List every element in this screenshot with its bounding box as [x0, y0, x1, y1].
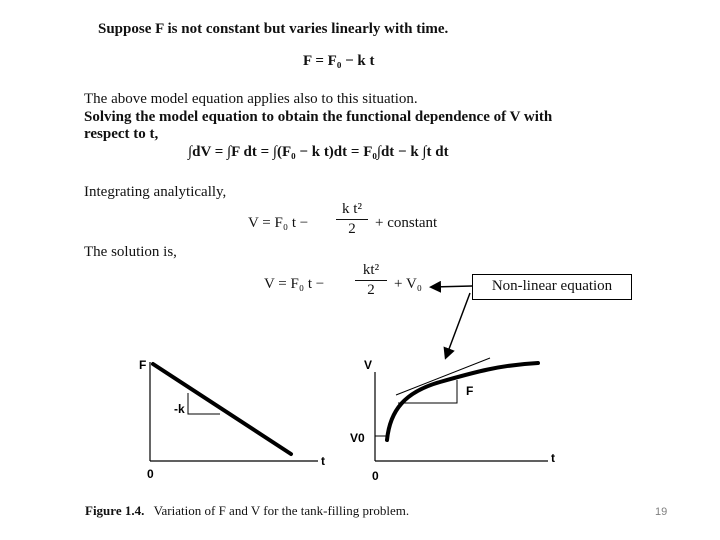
right-plot-origin-label: 0	[372, 469, 379, 483]
right-plot-tangent-line	[396, 358, 490, 395]
right-plot-v0-label: V0	[350, 431, 365, 445]
left-plot-slope-label: -k	[174, 402, 185, 416]
left-plot-origin-label: 0	[147, 467, 154, 481]
right-plot-v-curve	[387, 363, 538, 440]
eq3-numerator: k t²	[336, 201, 368, 220]
page-number: 19	[655, 506, 668, 518]
nonlinear-callout: Non-linear equation	[472, 274, 632, 300]
left-plot-y-label: F	[139, 358, 147, 372]
eq3-lhs: V = F₀ t −	[248, 215, 309, 231]
integrating-line: Integrating analytically,	[84, 184, 227, 200]
left-plot-x-label: t	[321, 454, 325, 468]
solution-line: The solution is,	[84, 244, 177, 260]
eq3-rhs: + constant	[375, 215, 438, 231]
right-plot-x-label: t	[551, 451, 555, 465]
figure-caption-number: Figure 1.4.	[85, 503, 145, 518]
eq4-numerator: kt²	[355, 262, 387, 281]
eq4-lhs: V = F₀ t −	[264, 276, 325, 292]
figure-caption	[85, 503, 409, 519]
eq4-rhs: + V₀	[394, 276, 423, 292]
intro-line-c: is not constant but varies linearly with time.	[163, 21, 449, 37]
integral-equation: ∫dV = ∫F dt = ∫(F₀ − k t)dt = F₀∫dt − k ∫t dt	[188, 144, 449, 160]
callout-arrow-to-equation	[432, 286, 472, 287]
intro-line-a: Suppose	[98, 21, 156, 37]
respect-line: respect to t,	[84, 126, 159, 142]
figure-caption-text: Variation of F and V for the tank-filling problem.	[153, 503, 410, 518]
solving-line: Solving the model equation to obtain the functional dependence of V with	[84, 109, 553, 125]
equation-f-linear: F = F₀ − k t	[303, 53, 375, 69]
intro-line-f: F	[155, 21, 164, 37]
right-plot-y-label: V	[364, 358, 373, 372]
right-plot-slope-label: F	[466, 384, 474, 398]
eq4-denominator: 2	[367, 282, 375, 298]
eq3-denominator: 2	[348, 221, 356, 237]
model-applies-line: The above model equation applies also to this situation.	[84, 91, 418, 107]
callout-arrow-to-curve	[446, 293, 470, 357]
